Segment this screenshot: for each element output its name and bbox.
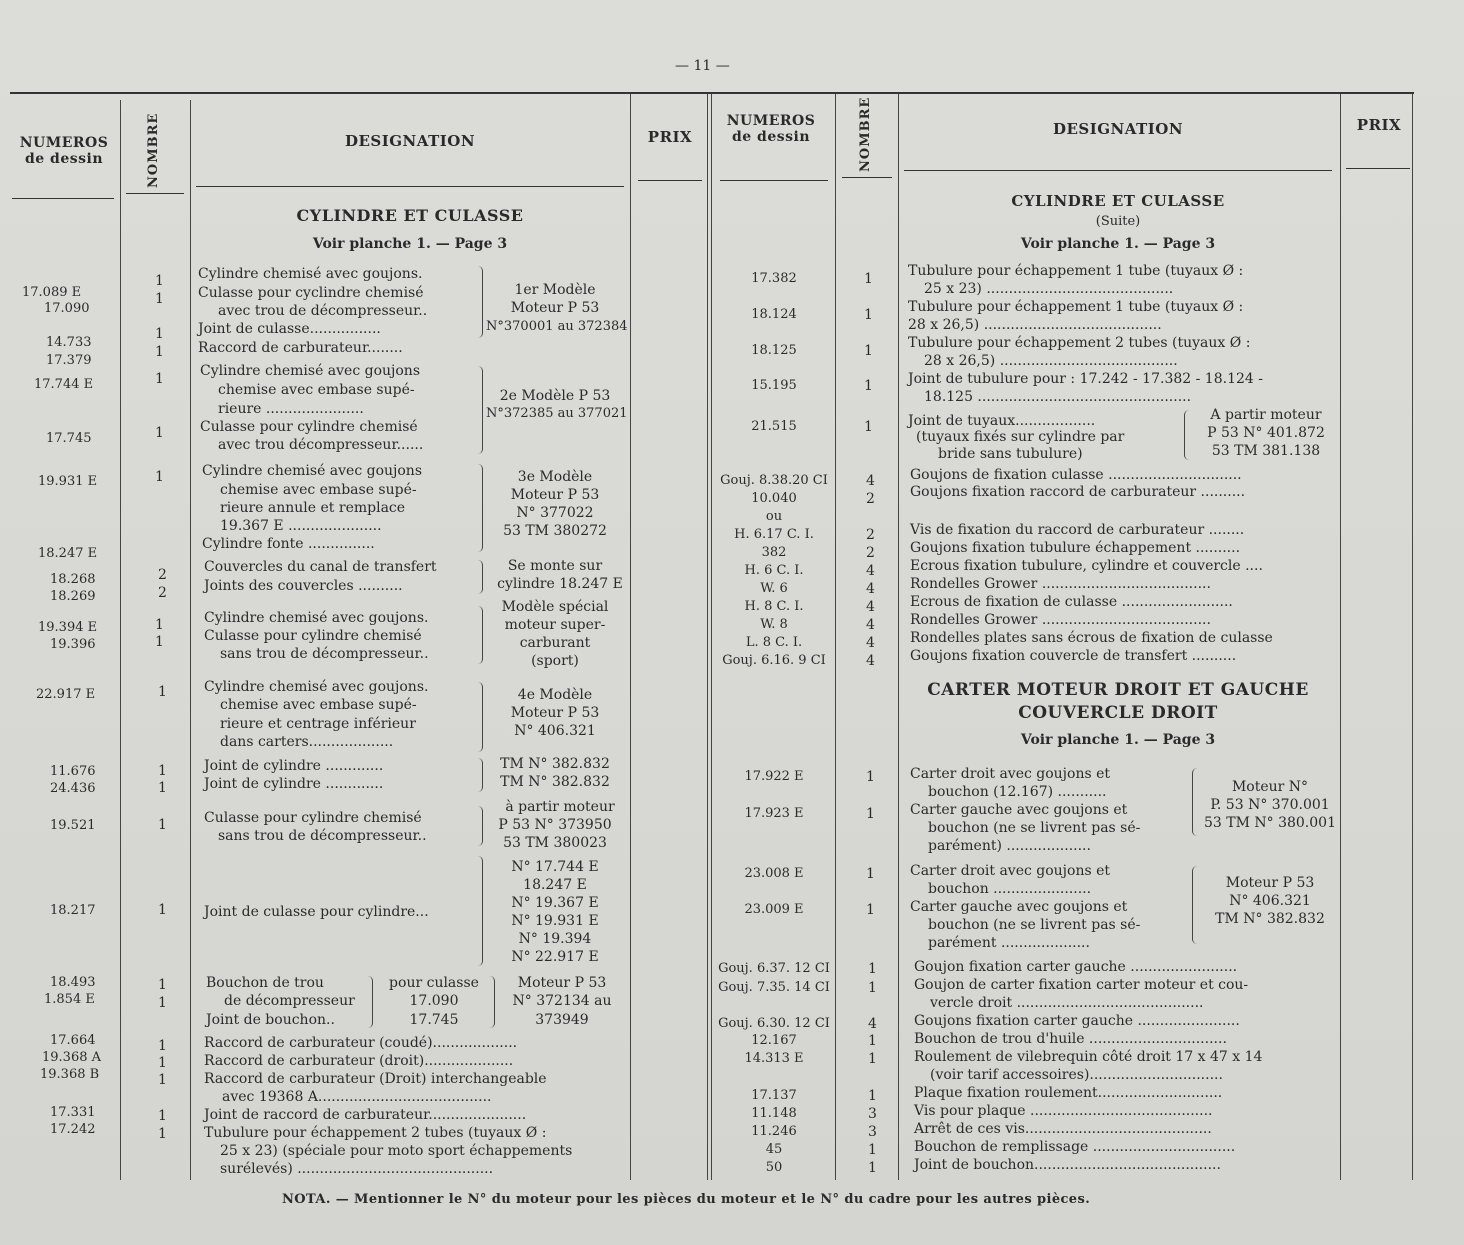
right-section-subtitle: (Suite): [1095, 214, 1141, 229]
designation: Goujons fixation tubulure échappement ..........: [910, 540, 1241, 556]
part-number: L. 8 C. I.: [745, 635, 803, 650]
designation: Joint de cylindre .............: [204, 776, 384, 792]
left-section-title: CYLINDRE ET CULASSE: [296, 206, 524, 225]
designation: sans trou de décompresseur..: [218, 828, 427, 844]
quantity: 4: [868, 1016, 877, 1032]
quantity: 4: [866, 617, 875, 633]
part-number: 18.124: [751, 307, 797, 322]
right-section2-title: COUVERCLE DROIT: [1018, 703, 1218, 723]
quantity: 1: [155, 291, 164, 307]
model-note: N° 17.744 E: [511, 859, 599, 875]
model-note: à partir moteur: [505, 799, 615, 815]
model-note: N° 372134 au: [512, 993, 612, 1009]
col-rule: [1340, 94, 1341, 1180]
part-number: 22.917 E: [36, 687, 96, 702]
left-section-ref: Voir planche 1. — Page 3: [312, 236, 508, 252]
quantity: 4: [866, 581, 875, 597]
part-number: 23.009 E: [744, 902, 804, 917]
brace: [478, 806, 483, 846]
quantity: 4: [866, 473, 875, 489]
brace: [478, 266, 483, 338]
part-number: 18.493: [50, 975, 96, 990]
quantity: 1: [158, 684, 167, 700]
part-number: 17.137: [751, 1088, 797, 1103]
designation: Tubulure pour échappement 2 tubes (tuyaux Ø :: [908, 335, 1251, 351]
brace: [478, 606, 483, 664]
part-number: 18.269: [50, 589, 96, 604]
model-note: Moteur N°: [1231, 779, 1309, 795]
top-rule: [10, 92, 1414, 94]
model-note: cylindre 18.247 E: [497, 576, 623, 592]
col-rule: [898, 94, 899, 1180]
model-note: 17.745: [409, 1012, 459, 1028]
brace: [1184, 410, 1189, 460]
brace: [478, 682, 483, 752]
quantity: 2: [866, 527, 875, 543]
part-number: 14.313 E: [744, 1051, 804, 1066]
col-rule: [1412, 94, 1413, 1180]
quantity: 1: [155, 634, 164, 650]
quantity: 4: [866, 635, 875, 651]
model-note: 53 TM 380272: [503, 523, 607, 539]
brace: [478, 464, 483, 552]
brace: [1192, 768, 1197, 836]
designation: Culasse pour cyclindre chemisé: [198, 285, 424, 301]
model-note: moteur super-: [504, 617, 606, 633]
part-number: 19.521: [50, 818, 96, 833]
model-note: 53 TM N° 380.001: [1204, 815, 1336, 831]
designation: Couvercles du canal de transfert: [204, 559, 437, 575]
model-note: 3e Modèle: [517, 469, 593, 485]
designation: (tuyaux fixés sur cylindre par: [916, 429, 1125, 445]
quantity: 1: [155, 371, 164, 387]
quantity: 1: [158, 995, 167, 1011]
designation: 25 x 23) ..........................................: [924, 281, 1174, 297]
part-number: Gouj. 6.30. 12 CI: [718, 1016, 830, 1031]
designation: Joint de bouchon..........................................: [914, 1157, 1221, 1173]
model-note: P 53 N° 373950: [498, 817, 612, 833]
designation: Joint de culasse pour cylindre...: [204, 904, 429, 920]
col-rule: [630, 94, 631, 1180]
model-note: A partir moteur: [1210, 407, 1322, 423]
designation: chemise avec embase supé-: [218, 382, 415, 398]
col-rule: [190, 100, 191, 1180]
model-note: (sport): [531, 653, 579, 669]
designation: avec trou décompresseur......: [218, 437, 424, 453]
page-number: — 11 —: [675, 58, 730, 74]
quantity: 1: [158, 1126, 167, 1142]
quantity: 1: [155, 617, 164, 633]
col-rule: [835, 94, 836, 1180]
brace: [478, 758, 483, 792]
part-number: 19.931 E: [38, 474, 98, 489]
model-note: N°372385 au 377021: [486, 406, 628, 421]
designation: Raccord de carburateur (Droit) interchangeable: [204, 1071, 547, 1087]
model-note: 1er Modèle: [514, 282, 596, 298]
quantity: 1: [158, 1108, 167, 1124]
part-number: 17.242: [50, 1122, 96, 1137]
brace: [368, 976, 373, 1028]
model-note: TM N° 382.832: [500, 756, 610, 772]
designation: parément ....................: [928, 935, 1090, 951]
designation: Raccord de carburateur (droit)....................: [204, 1053, 514, 1069]
model-note: N°370001 au 372384: [486, 319, 628, 334]
quantity: 1: [158, 1055, 167, 1071]
model-note: N° 377022: [516, 505, 594, 521]
quantity: 3: [868, 1106, 877, 1122]
header-nombre: NOMBRE: [146, 112, 161, 188]
model-note: Moteur P 53: [1225, 875, 1315, 891]
model-note: 373949: [535, 1012, 589, 1028]
quantity: 1: [868, 1142, 877, 1158]
header-designation: DESIGNATION: [344, 132, 476, 150]
quantity: 1: [155, 326, 164, 342]
designation: Tubulure pour échappement 1 tube (tuyaux Ø :: [908, 299, 1244, 315]
designation: Rondelles plates sans écrous de fixation de culasse: [910, 630, 1273, 646]
designation: 18.125 ................................................: [924, 389, 1192, 405]
designation: Bouchon de trou: [206, 975, 324, 991]
designation: Plaque fixation roulement............................: [914, 1085, 1223, 1101]
part-number: 19.368 B: [40, 1067, 100, 1082]
designation: Culasse pour cylindre chemisé: [204, 810, 422, 826]
designation: Joint de bouchon..: [206, 1012, 335, 1028]
part-number: ou: [765, 509, 783, 524]
part-number: Gouj. 8.38.20 CI: [720, 473, 828, 488]
designation: Goujon fixation carter gauche ........................: [914, 959, 1238, 975]
col-rule: [120, 100, 121, 1180]
designation: avec 19368 A.......................................: [222, 1089, 492, 1105]
designation: Goujons fixation raccord de carburateur ..........: [910, 484, 1246, 500]
quantity: 1: [158, 780, 167, 796]
model-note: carburant: [519, 635, 591, 651]
quantity: 2: [866, 491, 875, 507]
designation: Goujon de carter fixation carter moteur et cou-: [914, 977, 1249, 993]
designation: Goujons de fixation culasse ..............................: [910, 467, 1242, 483]
quantity: 1: [158, 1072, 167, 1088]
part-number: 21.515: [751, 419, 797, 434]
designation: Tubulure pour échappement 2 tubes (tuyaux Ø :: [204, 1125, 547, 1141]
designation: Cylindre chemisé avec goujons: [202, 463, 423, 479]
designation: bride sans tubulure): [938, 446, 1083, 462]
part-number: Gouj. 7.35. 14 CI: [718, 980, 830, 995]
designation: 28 x 26,5) ........................................: [924, 353, 1178, 369]
model-note: N° 19.367 E: [511, 895, 599, 911]
quantity: 1: [866, 902, 875, 918]
designation: avec trou de décompresseur..: [218, 303, 428, 319]
part-number: 11.246: [751, 1124, 797, 1139]
model-note: 53 TM 380023: [503, 835, 607, 851]
part-number: Gouj. 6.37. 12 CI: [718, 961, 830, 976]
designation: parément) ...................: [928, 838, 1091, 854]
part-number: 14.733: [46, 335, 92, 350]
designation: Culasse pour cylindre chemisé: [200, 419, 418, 435]
designation: Rondelles Grower ......................................: [910, 612, 1211, 628]
designation: Roulement de vilebrequin côté droit 17 x 47 x 14: [914, 1049, 1263, 1065]
designation: Cylindre chemisé avec goujons: [200, 363, 421, 379]
designation: Joint de cylindre .............: [204, 758, 384, 774]
designation: Joint de raccord de carburateur......................: [204, 1107, 527, 1123]
designation: Joint de culasse................: [198, 321, 381, 337]
part-number: 17.331: [50, 1105, 96, 1120]
designation: Culasse pour cylindre chemisé: [204, 628, 422, 644]
quantity: 1: [158, 763, 167, 779]
quantity: 1: [158, 902, 167, 918]
quantity: 1: [866, 769, 875, 785]
designation: rieure annule et remplace: [220, 500, 406, 516]
part-number: 18.247 E: [38, 546, 98, 561]
quantity: 2: [158, 567, 167, 583]
model-note: TM N° 382.832: [1215, 911, 1325, 927]
brace: [478, 856, 483, 966]
part-number: W. 8: [760, 617, 788, 632]
part-number: W. 6: [760, 581, 788, 596]
designation: sans trou de décompresseur..: [220, 646, 429, 662]
designation: Carter droit avec goujons et: [910, 766, 1111, 782]
designation: Cylindre fonte ...............: [202, 536, 375, 552]
model-note: 18.247 E: [523, 877, 587, 893]
designation: Joint de tuyaux..................: [908, 413, 1096, 429]
brace: [490, 976, 495, 1028]
part-number: 12.167: [751, 1033, 797, 1048]
designation: chemise avec embase supé-: [220, 697, 417, 713]
model-note: N° 406.321: [514, 723, 596, 739]
model-note: Se monte sur: [507, 558, 603, 574]
part-number: 17.090: [44, 301, 90, 316]
header-numeros-right: NUMEROS de dessin: [726, 113, 816, 145]
quantity: 1: [868, 1051, 877, 1067]
part-number: 382: [761, 545, 787, 560]
part-number: 18.217: [50, 903, 96, 918]
quantity: 4: [866, 599, 875, 615]
designation: Cylindre chemisé avec goujons.: [204, 610, 429, 626]
designation: Bouchon de trou d'huile ...............................: [914, 1031, 1227, 1047]
model-note: N° 22.917 E: [511, 949, 599, 965]
designation: bouchon (12.167) ...........: [928, 784, 1107, 800]
designation: Bouchon de remplissage ................................: [914, 1139, 1236, 1155]
center-rule: [707, 94, 712, 1180]
quantity: 1: [155, 469, 164, 485]
designation: Joints des couvercles ..........: [204, 578, 403, 594]
designation: rieure et centrage inférieur: [220, 716, 416, 732]
designation: 25 x 23) (spéciale pour moto sport échappements: [220, 1143, 573, 1159]
designation: Rondelles Grower ......................................: [910, 576, 1211, 592]
quantity: 1: [866, 866, 875, 882]
quantity: 1: [864, 271, 873, 287]
part-number: 10.040: [751, 491, 797, 506]
model-note: Moteur P 53: [510, 705, 600, 721]
quantity: 1: [158, 977, 167, 993]
model-note: Modèle spécial: [501, 599, 609, 615]
designation: Arrêt de ces vis..........................................: [914, 1121, 1212, 1137]
part-number: 19.368 A: [42, 1050, 102, 1065]
right-section-ref: Voir planche 1. — Page 3: [1020, 236, 1216, 252]
part-number: 24.436: [50, 781, 96, 796]
model-note: 53 TM 381.138: [1211, 443, 1321, 459]
part-number: 18.125: [751, 343, 797, 358]
footer-note: NOTA. — Mentionner le N° du moteur pour les pièces du moteur et le N° du cadre pour les autres pièces.: [282, 1192, 1091, 1207]
designation: 19.367 E .....................: [220, 518, 382, 534]
quantity: 1: [155, 425, 164, 441]
part-number: 18.268: [50, 572, 96, 587]
designation: Cylindre chemisé avec goujons.: [204, 679, 429, 695]
quantity: 1: [864, 307, 873, 323]
part-number: 17.664: [50, 1033, 96, 1048]
part-number: 17.922 E: [744, 769, 804, 784]
right-section2-title: CARTER MOTEUR DROIT ET GAUCHE: [927, 680, 1309, 700]
quantity: 1: [868, 1160, 877, 1176]
designation: bouchon ......................: [928, 881, 1092, 897]
model-note: TM N° 382.832: [500, 774, 610, 790]
model-note: P. 53 N° 370.001: [1210, 797, 1330, 813]
model-note: N° 19.931 E: [511, 913, 599, 929]
part-number: 17.923 E: [744, 806, 804, 821]
part-number: 17.744 E: [34, 377, 94, 392]
quantity: 1: [155, 273, 164, 289]
part-number: 17.089 E: [22, 285, 82, 300]
header-nombre-right: NOMBRE: [858, 96, 873, 172]
model-note: pour culasse: [389, 975, 479, 991]
designation: Carter gauche avec goujons et: [910, 802, 1128, 818]
right-section-title: CYLINDRE ET CULASSE: [1011, 192, 1225, 210]
part-number: 45: [765, 1142, 783, 1157]
model-note: Moteur P 53: [510, 300, 600, 316]
designation: Raccord de carburateur........: [198, 340, 403, 356]
quantity: 1: [864, 343, 873, 359]
designation: Carter gauche avec goujons et: [910, 899, 1128, 915]
designation: Goujons fixation couvercle de transfert ..........: [910, 648, 1237, 664]
model-note: 17.090: [409, 993, 459, 1009]
header-numeros: NUMEROS de dessin: [19, 135, 109, 167]
model-note: 4e Modèle: [517, 687, 593, 703]
header-prix-right: PRIX: [1356, 116, 1402, 134]
quantity: 1: [158, 817, 167, 833]
part-number: 15.195: [751, 378, 797, 393]
brace: [478, 560, 483, 594]
designation: Joint de tubulure pour : 17.242 - 17.382 - 18.124 -: [908, 371, 1263, 387]
part-number: H. 6 C. I.: [744, 563, 804, 578]
header-designation-right: DESIGNATION: [1052, 120, 1184, 138]
designation: de décompresseur: [224, 993, 355, 1009]
designation: Carter droit avec goujons et: [910, 863, 1111, 879]
designation: Cylindre chemisé avec goujons.: [198, 266, 423, 282]
quantity: 1: [864, 378, 873, 394]
quantity: 1: [868, 980, 877, 996]
quantity: 1: [864, 419, 873, 435]
part-number: 1.854 E: [44, 992, 95, 1007]
designation: Goujons fixation carter gauche .......................: [914, 1013, 1240, 1029]
part-number: 19.396: [50, 637, 96, 652]
quantity: 1: [155, 344, 164, 360]
part-number: 17.382: [751, 271, 797, 286]
quantity: 1: [868, 961, 877, 977]
quantity: 1: [158, 1038, 167, 1054]
designation: chemise avec embase supé-: [220, 482, 417, 498]
quantity: 2: [158, 585, 167, 601]
quantity: 2: [866, 545, 875, 561]
designation: Ecrous fixation tubulure, cylindre et couvercle ....: [910, 558, 1263, 574]
model-note: N° 406.321: [1229, 893, 1311, 909]
part-number: Gouj. 6.16. 9 CI: [722, 653, 826, 668]
designation: 28 x 26,5) ........................................: [908, 317, 1162, 333]
part-number: 11.676: [50, 764, 96, 779]
header-prix: PRIX: [647, 128, 693, 146]
designation: Vis de fixation du raccord de carburateur ........: [910, 522, 1245, 538]
part-number: 19.394 E: [38, 620, 98, 635]
quantity: 4: [866, 653, 875, 669]
brace: [1192, 866, 1197, 944]
designation: (voir tarif accessoires)..............................: [930, 1067, 1223, 1083]
part-number: 17.379: [46, 353, 92, 368]
part-number: 11.148: [751, 1106, 797, 1121]
model-note: Moteur P 53: [517, 975, 607, 991]
designation: rieure ......................: [218, 401, 364, 417]
designation: Raccord de carburateur (coudé)...................: [204, 1035, 518, 1051]
part-number: 50: [765, 1160, 783, 1175]
designation: bouchon (ne se livrent pas sé-: [928, 820, 1141, 836]
model-note: Moteur P 53: [510, 487, 600, 503]
right-section2-ref: Voir planche 1. — Page 3: [1020, 732, 1216, 748]
designation: vercle droit ..........................................: [930, 995, 1204, 1011]
model-note: P 53 N° 401.872: [1207, 425, 1325, 441]
model-note: N° 19.394: [518, 931, 592, 947]
quantity: 1: [868, 1088, 877, 1104]
quantity: 1: [866, 806, 875, 822]
part-number: H. 8 C. I.: [744, 599, 804, 614]
designation: Vis pour plaque .........................................: [914, 1103, 1213, 1119]
designation: Ecrous de fixation de culasse .........................: [910, 594, 1233, 610]
model-note: 2e Modèle P 53: [499, 388, 611, 404]
part-number: 23.008 E: [744, 866, 804, 881]
designation: Tubulure pour échappement 1 tube (tuyaux Ø :: [908, 263, 1244, 279]
quantity: 4: [866, 563, 875, 579]
quantity: 3: [868, 1124, 877, 1140]
designation: surélevés) ............................................: [220, 1161, 494, 1177]
designation: dans carters...................: [220, 734, 394, 750]
designation: bouchon (ne se livrent pas sé-: [928, 917, 1141, 933]
quantity: 1: [868, 1033, 877, 1049]
part-number: H. 6.17 C. I.: [734, 527, 814, 542]
part-number: 17.745: [46, 431, 92, 446]
brace: [478, 366, 483, 454]
